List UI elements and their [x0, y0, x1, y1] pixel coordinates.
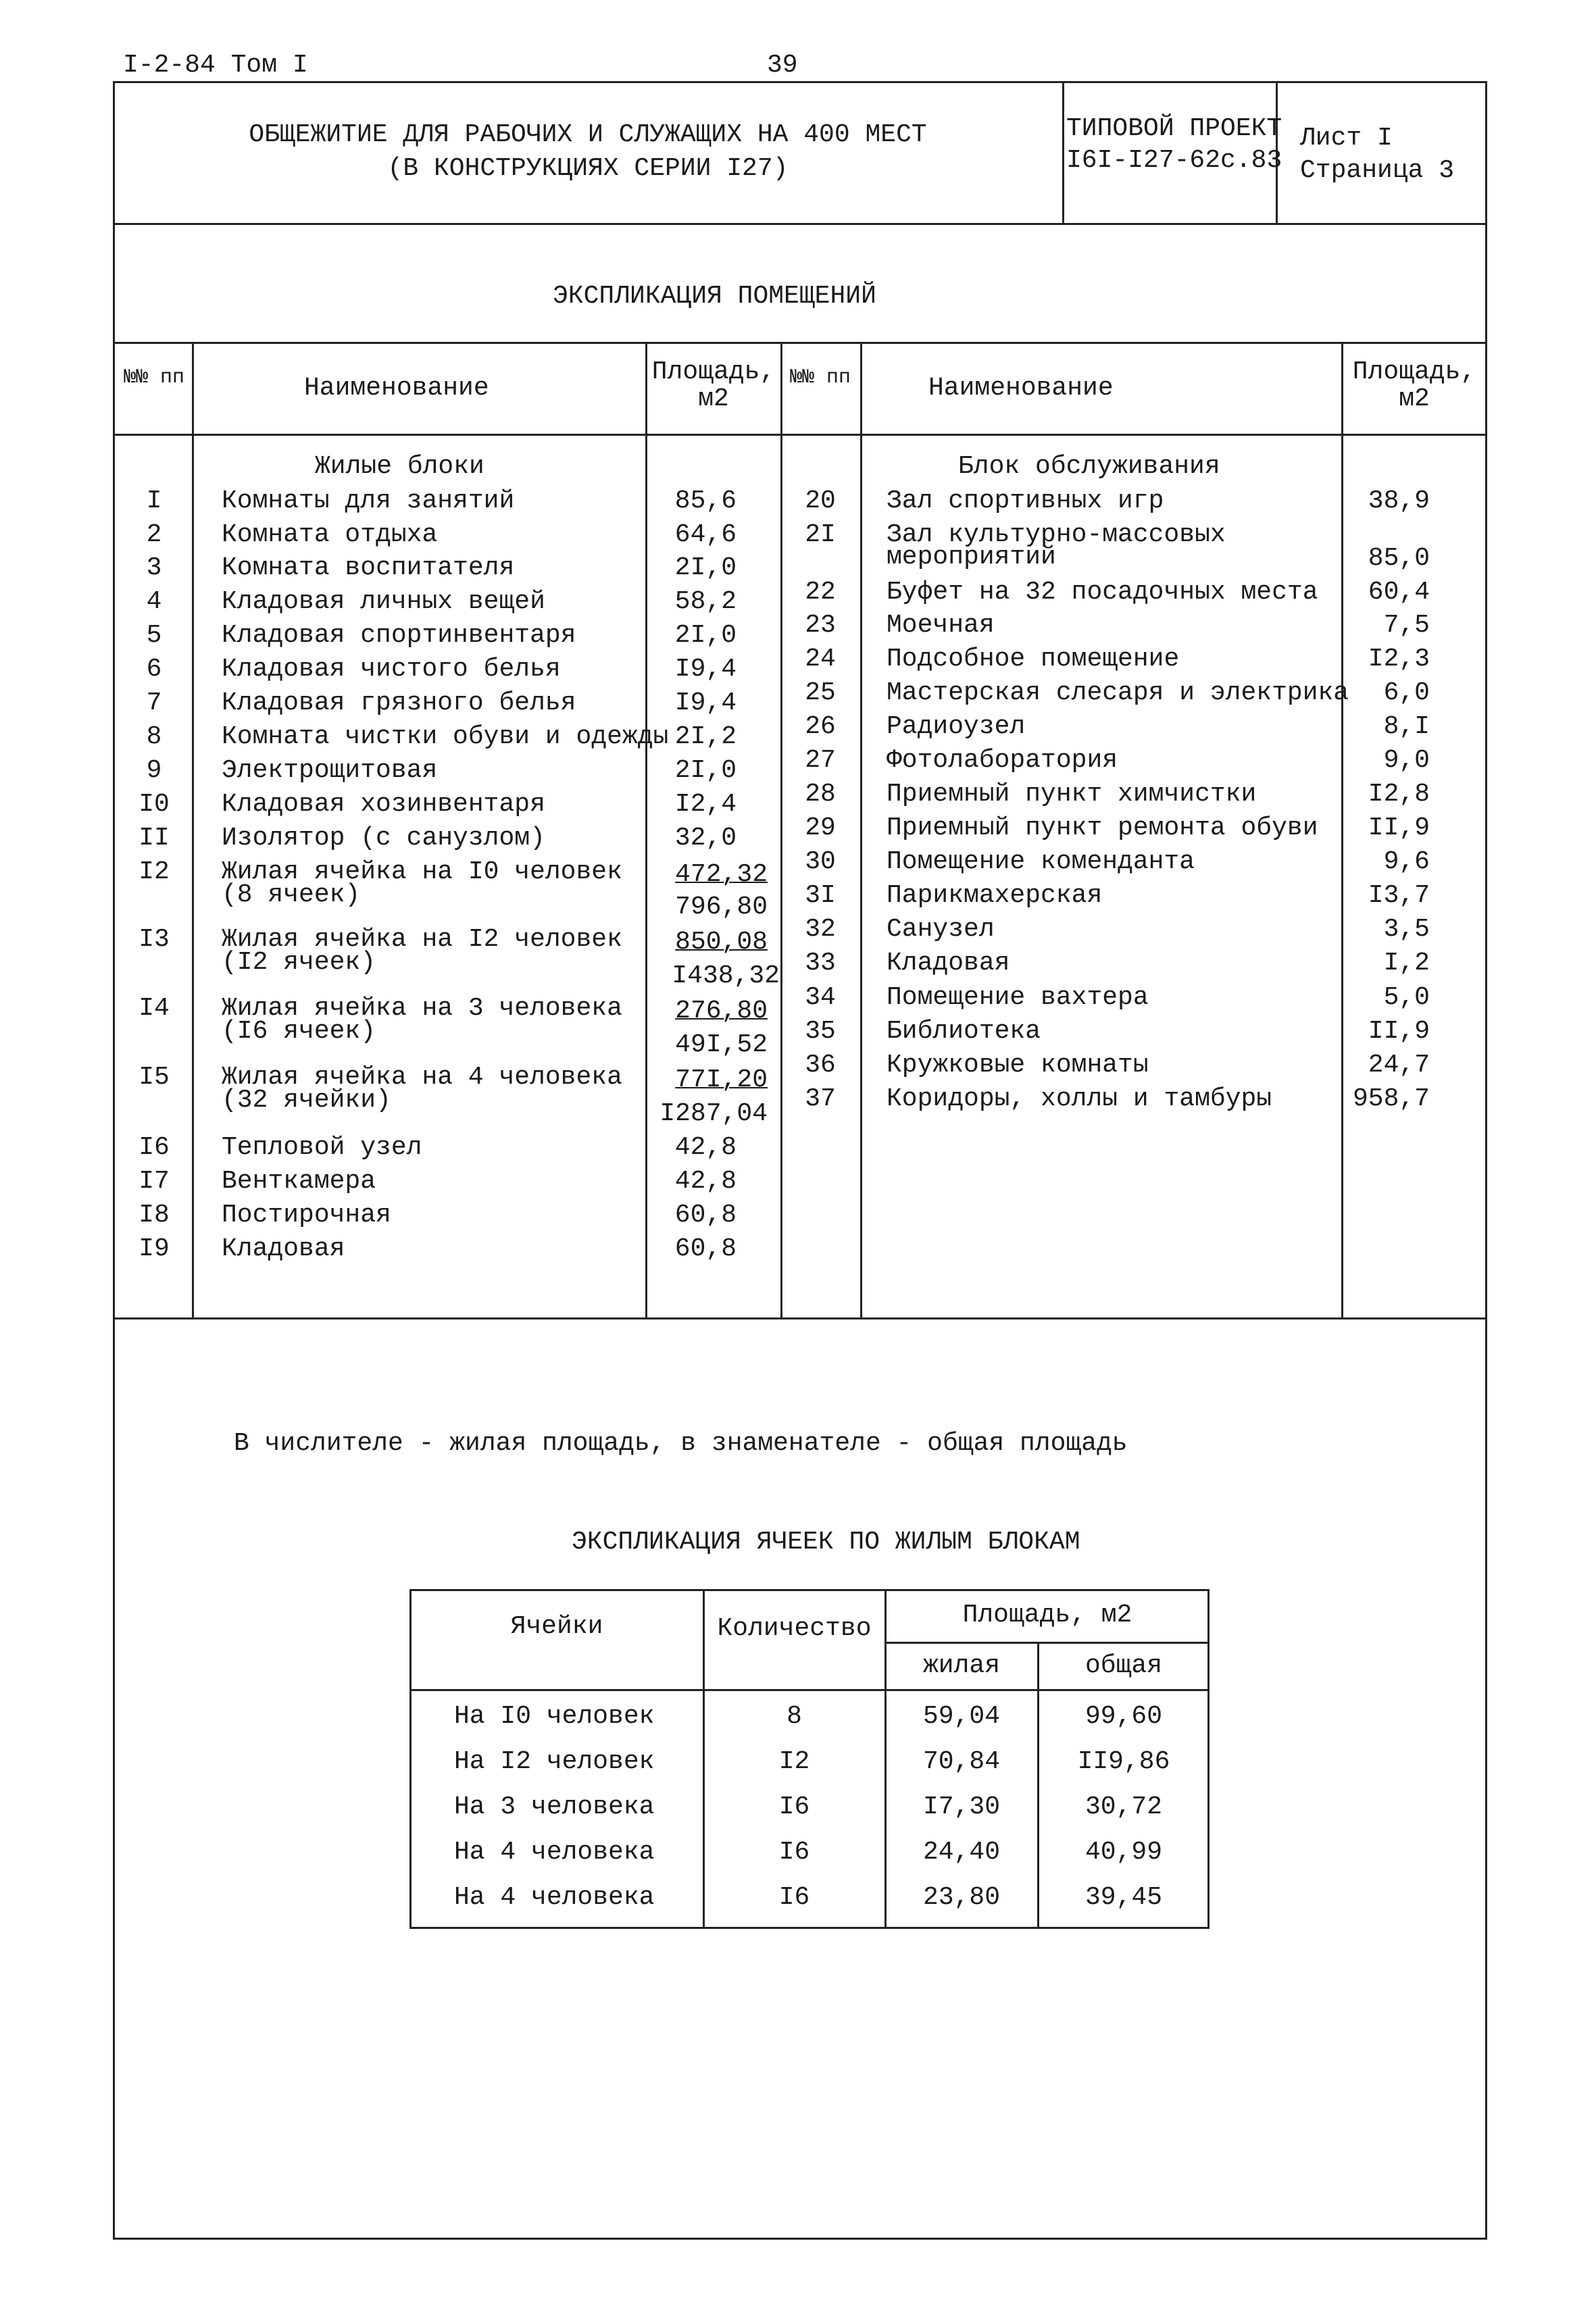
cells-row-name: На 4 человека — [454, 1883, 655, 1912]
room-area: 24,7 — [1368, 1051, 1430, 1080]
room-area-living: 276,80 — [675, 997, 768, 1026]
room-number: 3I — [805, 881, 836, 910]
room-number: 24 — [805, 645, 836, 674]
cells-row-living: 59,04 — [922, 1702, 1001, 1731]
room-area: I9,4 — [674, 688, 737, 718]
room-name: Изолятор (с санузлом) — [222, 824, 545, 853]
room-number: 3 — [146, 553, 162, 582]
project-label: ТИПОВОЙ ПРОЕКТ — [1066, 114, 1282, 143]
room-name: Кладовая спортинвентаря — [222, 621, 576, 650]
header-num-right: №№ пп — [789, 366, 851, 389]
room-number: 32 — [805, 915, 836, 944]
room-name: Комната чистки обуви и одежды — [222, 722, 669, 751]
room-area: 85,6 — [674, 486, 737, 515]
room-number: 7 — [146, 688, 162, 718]
room-number: I4 — [139, 994, 170, 1023]
room-name: Буфет на 32 посадочных места — [887, 578, 1318, 607]
room-area: 32,0 — [674, 824, 737, 853]
room-number: I6 — [139, 1133, 170, 1162]
room-name: Помещение вахтера — [887, 983, 1149, 1012]
room-name-detail: мероприятий — [887, 543, 1056, 572]
room-name: Кладовая чистого белья — [222, 655, 561, 684]
room-name: Кладовая — [222, 1234, 345, 1263]
group-heading-living: Жилые блоки — [315, 452, 484, 481]
cells-row-total: 99,60 — [1084, 1702, 1163, 1731]
room-number: 23 — [805, 611, 836, 640]
room-number: 6 — [146, 655, 162, 684]
cells-row-count: I6 — [778, 1792, 810, 1821]
cells-header-name: Ячейки — [510, 1612, 603, 1641]
room-name: Кладовая грязного белья — [222, 688, 576, 718]
room-name: Приемный пункт ремонта обуви — [887, 813, 1318, 842]
room-area: I2,8 — [1368, 780, 1430, 809]
header-area-unit-right: м2 — [1399, 384, 1430, 413]
cells-row-living: 70,84 — [922, 1747, 1001, 1776]
cells-header-area: Площадь, м2 — [962, 1601, 1132, 1630]
room-number: 27 — [805, 746, 836, 775]
room-area: 3,5 — [1383, 915, 1430, 944]
room-name: Электрощитовая — [222, 756, 438, 785]
page-number: 39 — [767, 51, 798, 80]
cells-table-title: ЭКСПЛИКАЦИЯ ЯЧЕЕК ПО ЖИЛЫМ БЛОКАМ — [572, 1528, 1080, 1557]
document-title: ОБЩЕЖИТИЕ ДЛЯ РАБОЧИХ И СЛУЖАЩИХ НА 400 МЕСТ — [249, 120, 927, 149]
room-number: 28 — [805, 780, 836, 809]
room-name-detail: (32 ячейки) — [222, 1086, 391, 1115]
document-subtitle: (В КОНСТРУКЦИЯХ СЕРИИ I27) — [387, 154, 789, 183]
room-area: 2I,2 — [674, 722, 737, 751]
room-area: 64,6 — [674, 520, 737, 549]
header-name-right: Наименование — [928, 374, 1114, 403]
project-code: I6I-I27-62с.83 — [1066, 146, 1282, 175]
room-number: 33 — [805, 949, 836, 978]
header-area-left: Площадь, — [651, 357, 776, 386]
room-number: I9 — [139, 1234, 170, 1263]
room-number: 25 — [805, 678, 836, 707]
area-note: В числителе - жилая площадь, в знаменателе - общая площадь — [234, 1429, 1128, 1458]
room-area-total: 796,80 — [675, 892, 768, 922]
cells-header-count: Количество — [717, 1614, 872, 1643]
room-number: I8 — [139, 1201, 170, 1230]
room-area-total: I287,04 — [659, 1099, 768, 1128]
room-number: 5 — [146, 621, 162, 650]
header-area-right: Площадь, — [1352, 357, 1476, 386]
page-label: Страница 3 — [1300, 156, 1455, 185]
room-area: 60,8 — [674, 1234, 737, 1263]
room-area: I2,3 — [1368, 645, 1430, 674]
room-area: 958,7 — [1352, 1084, 1430, 1113]
room-area-total: 49I,52 — [675, 1030, 768, 1059]
room-name: Зал спортивных игр — [887, 486, 1164, 515]
room-name: Постирочная — [222, 1201, 391, 1230]
room-name: Жилая ячейка на 3 человека — [222, 994, 622, 1023]
room-name-detail: (8 ячеек) — [222, 880, 361, 909]
room-area: I9,4 — [674, 655, 737, 684]
room-area: I2,4 — [674, 790, 737, 819]
sheet-number: Лист I — [1300, 124, 1393, 153]
room-area-total: I438,32 — [672, 961, 780, 990]
room-name: Жилая ячейка на I2 человек — [222, 925, 622, 954]
room-number: 4 — [146, 587, 162, 616]
room-number: 22 — [805, 578, 836, 607]
room-name: Библиотека — [887, 1017, 1041, 1046]
room-area: II,9 — [1368, 1017, 1430, 1046]
room-name: Приемный пункт химчистки — [887, 780, 1257, 809]
room-name: Жилая ячейка на 4 человека — [222, 1063, 622, 1092]
room-name-detail: (I2 ячеек) — [222, 948, 376, 977]
room-name: Мастерская слесаря и электрика — [887, 678, 1349, 707]
room-area: 6,0 — [1383, 678, 1430, 707]
room-name: Комнаты для занятий — [222, 486, 515, 515]
document-code: I-2-84 Том I — [123, 51, 308, 80]
room-name: Венткамера — [222, 1167, 376, 1196]
room-name: Тепловой узел — [222, 1133, 422, 1162]
room-name: Моечная — [887, 611, 995, 640]
room-area: 2I,0 — [674, 553, 737, 582]
room-number: I0 — [139, 790, 170, 819]
room-number: I — [146, 486, 162, 515]
room-area: II,9 — [1368, 813, 1430, 842]
room-number: 34 — [805, 983, 836, 1012]
room-name: Кружковые комнаты — [887, 1051, 1149, 1080]
room-name: Комната отдыха — [222, 520, 438, 549]
room-name: Комната воспитателя — [222, 553, 515, 582]
room-number: 29 — [805, 813, 836, 842]
cells-row-name: На 3 человека — [454, 1792, 655, 1821]
room-name: Коридоры, холлы и тамбуры — [887, 1084, 1272, 1113]
room-number: 37 — [805, 1084, 836, 1113]
cells-row-total: 30,72 — [1084, 1792, 1163, 1821]
room-number: I7 — [139, 1167, 170, 1196]
room-name-detail: (I6 ячеек) — [222, 1017, 376, 1046]
explication-title: ЭКСПЛИКАЦИЯ ПОМЕЩЕНИЙ — [553, 282, 876, 311]
cells-row-living: 23,80 — [922, 1883, 1001, 1912]
room-number: I5 — [139, 1063, 170, 1092]
room-number: 20 — [805, 486, 836, 515]
room-area: 85,0 — [1368, 544, 1430, 573]
room-name: Зал культурно-массовых — [887, 520, 1226, 549]
header-name-left: Наименование — [304, 374, 489, 403]
room-area: 42,8 — [674, 1133, 737, 1162]
cells-row-count: I2 — [778, 1747, 810, 1776]
room-name: Жилая ячейка на I0 человек — [222, 857, 622, 886]
room-number: II — [139, 824, 170, 853]
room-area-living: 472,32 — [675, 860, 768, 889]
room-area: I3,7 — [1368, 881, 1430, 910]
room-name: Радиоузел — [887, 712, 1026, 741]
cells-header-total: общая — [1084, 1651, 1163, 1680]
room-area: 7,5 — [1383, 611, 1430, 640]
room-area: I,2 — [1383, 949, 1430, 978]
cells-row-name: На 4 человека — [454, 1838, 655, 1867]
room-name: Помещение коменданта — [887, 847, 1195, 876]
cells-row-total: 39,45 — [1084, 1883, 1163, 1912]
room-number: 8 — [146, 722, 162, 751]
header-num-left: №№ пп — [123, 366, 184, 389]
room-area: 2I,0 — [674, 756, 737, 785]
room-area: 5,0 — [1383, 983, 1430, 1012]
header-area-unit-left: м2 — [698, 384, 729, 413]
room-area: 9,0 — [1383, 746, 1430, 775]
group-heading-service: Блок обслуживания — [958, 452, 1220, 481]
room-name: Кладовая — [887, 949, 1010, 978]
cells-header-living: жилая — [922, 1651, 1001, 1680]
room-area: 38,9 — [1368, 486, 1430, 515]
room-area-living: 77I,20 — [675, 1065, 768, 1095]
cells-row-name: На I0 человек — [454, 1702, 655, 1731]
cells-row-count: 8 — [787, 1702, 802, 1731]
room-number: I3 — [139, 925, 170, 954]
room-name: Фотолаборатория — [887, 746, 1118, 775]
room-area: 9,6 — [1383, 847, 1430, 876]
cells-row-total: II9,86 — [1077, 1747, 1170, 1776]
room-name: Санузел — [887, 915, 995, 944]
room-name: Парикмахерская — [887, 881, 1103, 910]
room-number: 26 — [805, 712, 836, 741]
cells-row-name: На I2 человек — [454, 1747, 655, 1776]
cells-row-count: I6 — [778, 1883, 810, 1912]
cells-row-count: I6 — [778, 1838, 810, 1867]
room-area: 8,I — [1383, 712, 1430, 741]
cells-row-living: 24,40 — [922, 1838, 1001, 1867]
room-area: 2I,0 — [674, 621, 737, 650]
room-area: 60,8 — [674, 1201, 737, 1230]
room-number: 2I — [805, 520, 836, 549]
room-name: Кладовая хозинвентаря — [222, 790, 545, 819]
cells-row-living: I7,30 — [922, 1792, 1001, 1821]
room-number: I2 — [139, 857, 170, 886]
room-number: 9 — [146, 756, 162, 785]
cells-row-total: 40,99 — [1084, 1838, 1163, 1867]
room-area: 60,4 — [1368, 578, 1430, 607]
room-name: Подсобное помещение — [887, 645, 1180, 674]
room-area: 42,8 — [674, 1167, 737, 1196]
room-number: 35 — [805, 1017, 836, 1046]
room-area-living: 850,08 — [675, 928, 768, 957]
room-number: 36 — [805, 1051, 836, 1080]
room-number: 30 — [805, 847, 836, 876]
room-area: 58,2 — [674, 587, 737, 616]
room-number: 2 — [146, 520, 162, 549]
room-name: Кладовая личных вещей — [222, 587, 545, 616]
